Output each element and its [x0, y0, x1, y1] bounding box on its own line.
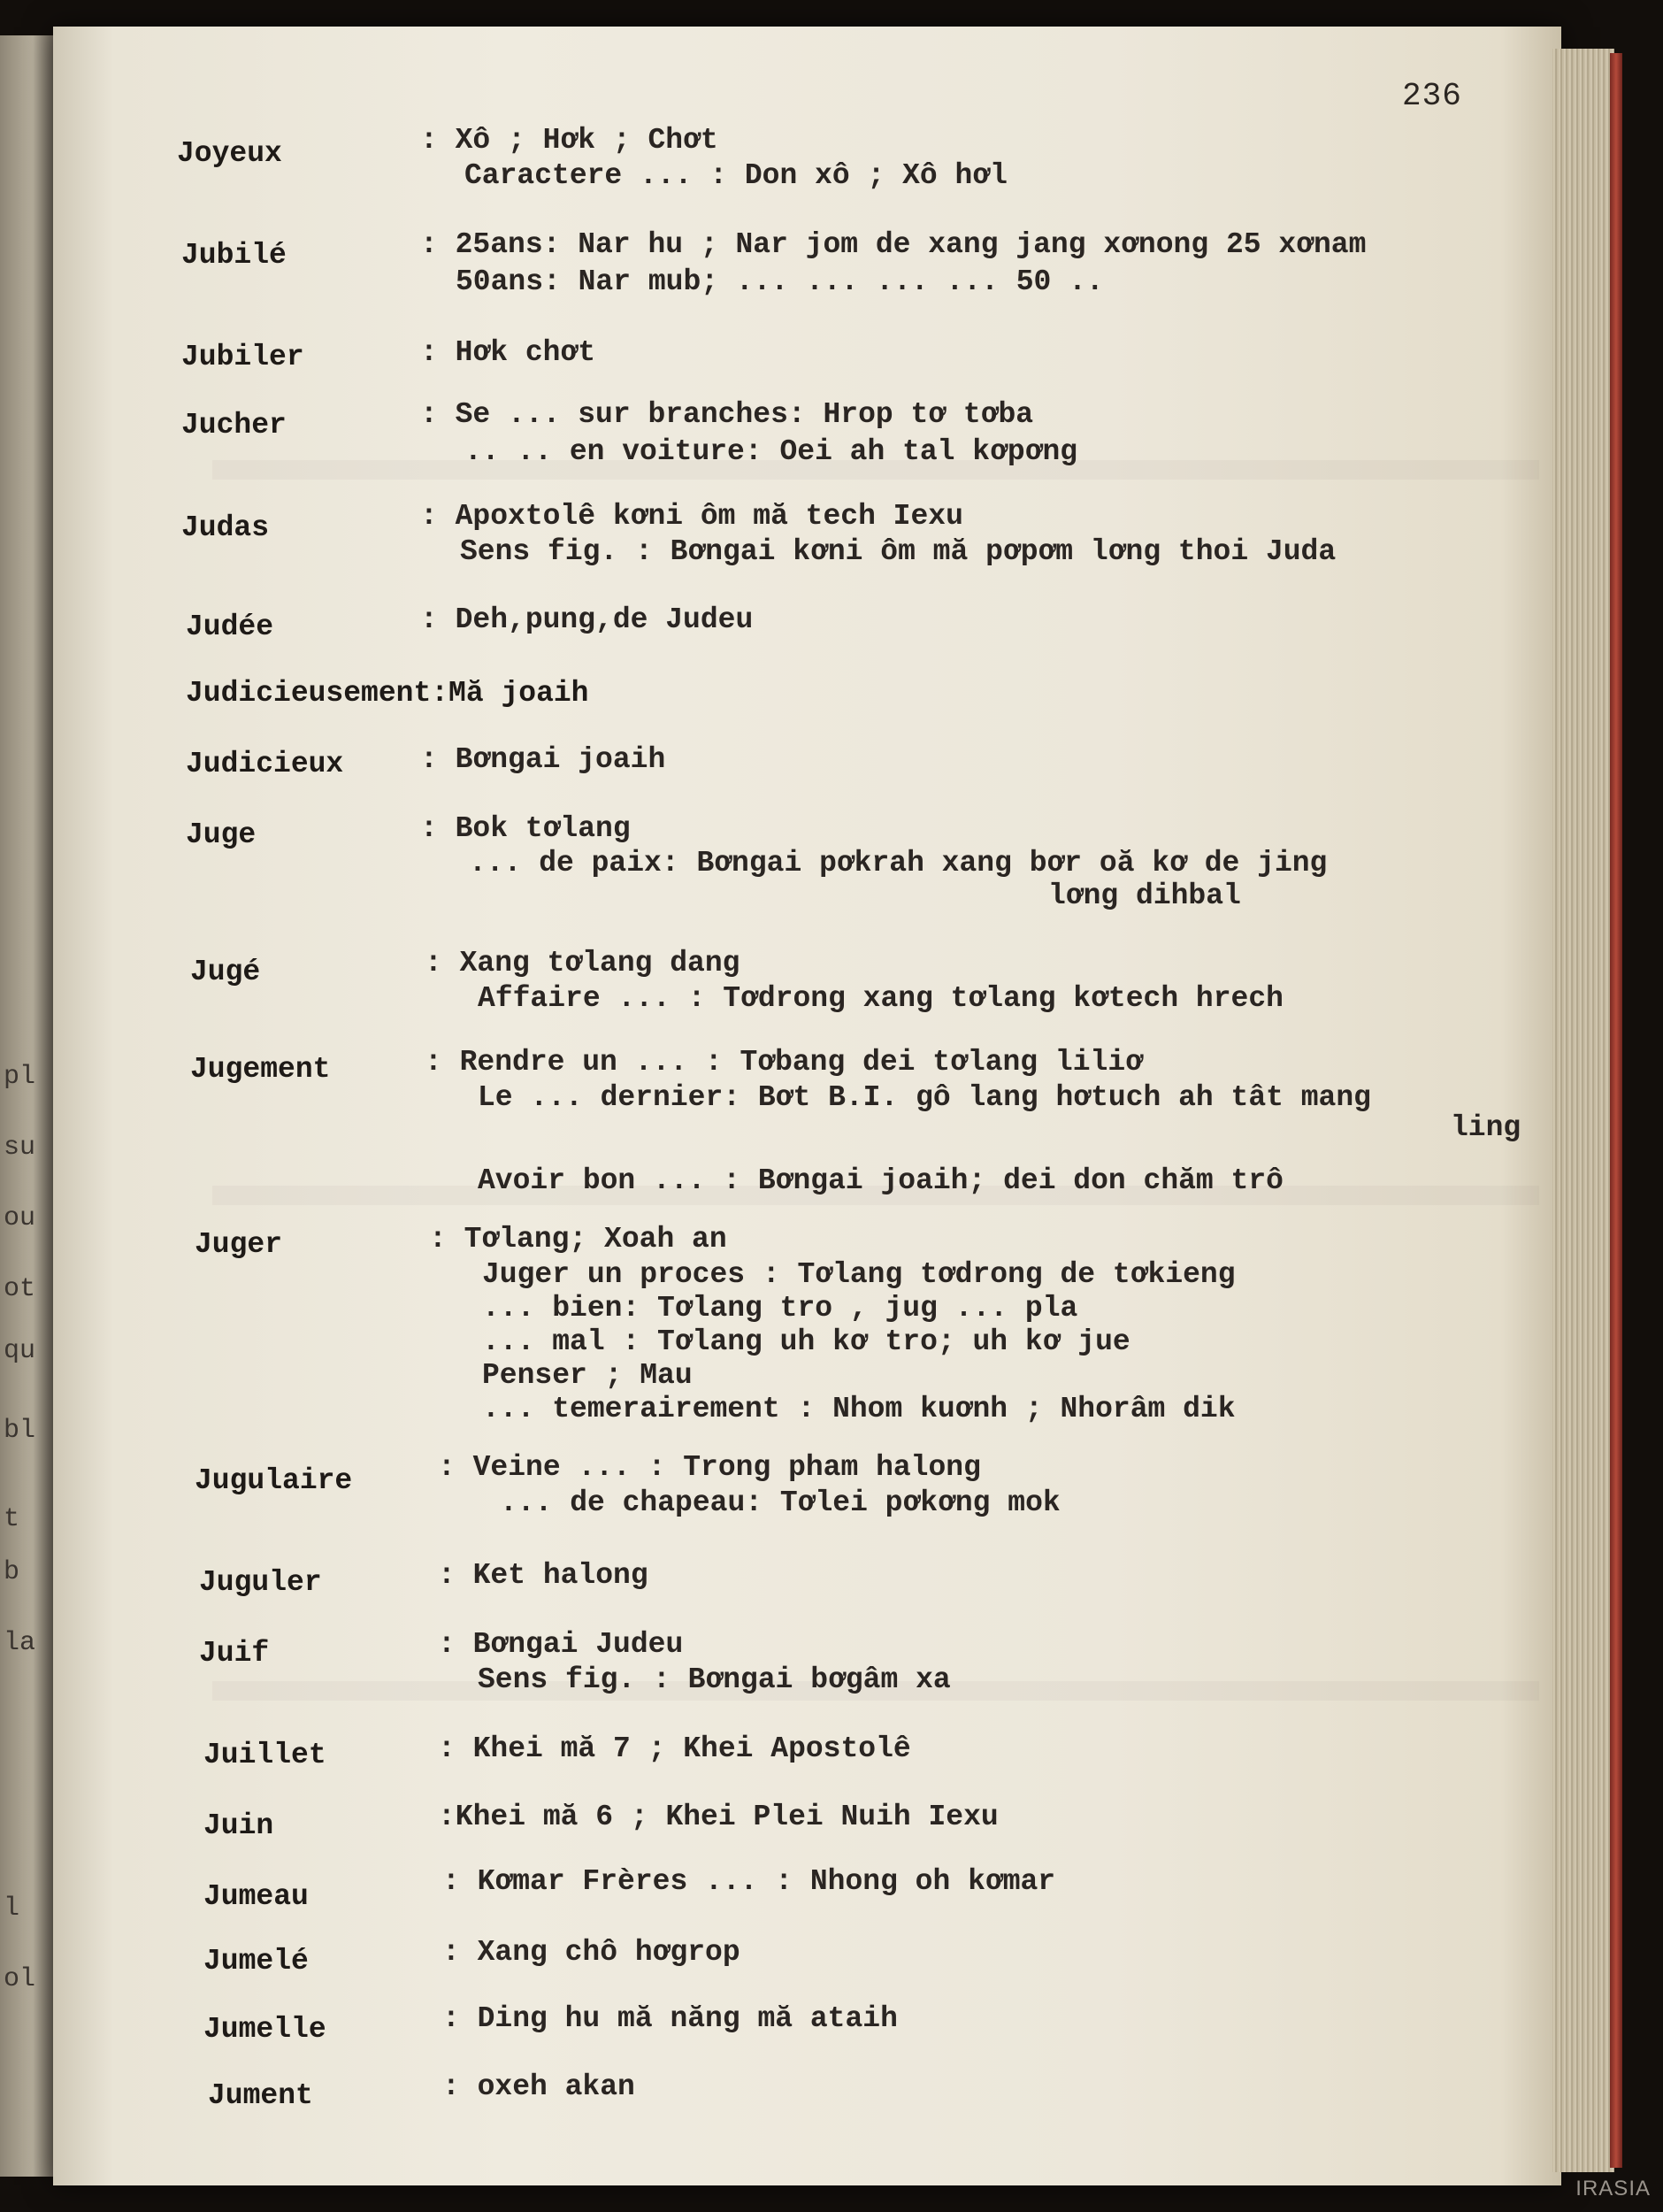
left-page-fragment: pl: [4, 1062, 36, 1092]
entry-term: Juge: [186, 818, 257, 851]
entry-line: Le ... dernier: Bơt B.I. gô lang hơtuch ah tât mang: [478, 1081, 1371, 1114]
entry-line: :Khei mă 6 ; Khei Plei Nuih Iexu: [438, 1801, 999, 1833]
left-page-fragment: ol: [4, 1964, 36, 1994]
entry-line: lơng dihbal: [1048, 879, 1241, 912]
left-page-fragment: ot: [4, 1274, 36, 1304]
entry-term: Judicieux: [186, 748, 344, 780]
entry-line: ... temerairement : Nhom kuơnh ; Nhorâm dik: [482, 1393, 1236, 1425]
entry-term: Jubilé: [181, 239, 287, 272]
page-stack-edge: [1552, 49, 1614, 2172]
entry-term: Juif: [199, 1637, 270, 1670]
left-page-fragment: t: [4, 1504, 20, 1534]
entry-line: Juger un proces : Tơlang tơdrong de tơkieng: [482, 1258, 1236, 1291]
entry-term: Jument: [208, 2079, 313, 2112]
entry-term: Jugulaire: [195, 1464, 353, 1497]
entry-line: : Hơk chơt: [420, 336, 596, 369]
entry-term: Judas: [181, 511, 270, 544]
entry-line: Caractere ... : Don xô ; Xô hơl: [464, 159, 1008, 192]
left-page-fragment: l: [4, 1893, 20, 1924]
entry-term: Jubiler: [181, 341, 304, 373]
entry-term: Jugé: [190, 956, 261, 988]
entry-term: Joyeux: [177, 137, 282, 170]
entry-term: Juillet: [203, 1739, 326, 1771]
entry-line: : Xô ; Hơk ; Chơt: [420, 124, 718, 157]
entry-line: ... de chapeau: Tơlei pơkơng mok: [500, 1486, 1061, 1519]
entry-line: Avoir bon ... : Bơngai joaih; dei don chăm trô: [478, 1164, 1284, 1197]
entry-line: ling: [1451, 1111, 1521, 1144]
entry-term: Juin: [203, 1809, 274, 1842]
entry-line: Affaire ... : Tơdrong xang tơlang kơtech hrech: [478, 982, 1284, 1015]
entry-term: Jumelle: [203, 2013, 326, 2046]
entry-line: : Rendre un ... : Tơbang dei tơlang liliơ: [425, 1046, 1143, 1079]
left-page-fragment: b: [4, 1557, 20, 1587]
entry-line: : Bơngai Judeu: [438, 1628, 684, 1661]
page-number: 236: [1402, 78, 1462, 114]
entry-line: : Ding hu mă năng mă ataih: [442, 2002, 898, 2035]
entry-term: Juguler: [199, 1566, 322, 1599]
entry-line: : Bơngai joaih: [420, 743, 666, 776]
entry-line: Sens fig. : Bơngai bơgâm xa: [478, 1663, 951, 1696]
entry-line: Sens fig. : Bơngai kơni ôm mă pơpơm lơng thoi Juda: [460, 535, 1337, 568]
watermark-irasia: IRASIA: [1575, 2177, 1651, 2200]
entry-line: : Apoxtolê kơni ôm mă tech Iexu: [420, 500, 963, 533]
left-page-fragment: qu: [4, 1336, 36, 1366]
entry-line: : Khei mă 7 ; Khei Apostolê: [438, 1732, 911, 1765]
entry-line: : oxeh akan: [442, 2070, 635, 2103]
entry-term: Jumeau: [203, 1880, 309, 1913]
entry-line: ... mal : Tơlang uh kơ tro; uh kơ jue: [482, 1325, 1130, 1358]
entry-line: .. .. en voiture: Oei ah tal kơpơng: [464, 435, 1078, 468]
entry-line: : Bok tơlang: [420, 812, 631, 845]
left-page-fragment: ou: [4, 1203, 36, 1233]
left-page-edge: [0, 35, 55, 2177]
entry-line: : Veine ... : Trong pham halong: [438, 1451, 981, 1484]
entry-line: 50ans: Nar mub; ... ... ... ... 50 ..: [456, 265, 1104, 298]
entry-term: Jugement: [190, 1053, 331, 1086]
entry-line: : Ket halong: [438, 1559, 648, 1592]
entry-line: Penser ; Mau: [482, 1359, 693, 1392]
entry-line: : Kơmar Frères ... : Nhong oh kơmar: [442, 1865, 1056, 1898]
entry-term: Judée: [186, 611, 274, 643]
left-page-fragment: bl: [4, 1416, 36, 1446]
entry-line: ... bien: Tơlang tro , jug ... pla: [482, 1292, 1078, 1325]
book-red-edge: [1610, 53, 1622, 2168]
entry-line: : Xang chô hơgrop: [442, 1936, 740, 1969]
entry-term: Juger: [195, 1228, 283, 1261]
entry-line: : 25ans: Nar hu ; Nar jom de xang jang xơnong 25 xơnam: [420, 228, 1367, 261]
entry-term: Judicieusement:Mă joaih: [186, 677, 589, 710]
entry-term: Jumelé: [203, 1945, 309, 1978]
entry-line: : Xang tơlang dang: [425, 947, 740, 979]
entry-line: : Se ... sur branches: Hrop tơ tơba: [420, 398, 1034, 431]
entry-line: : Tơlang; Xoah an: [429, 1223, 727, 1256]
left-page-fragment: la: [4, 1628, 36, 1658]
entry-term: Jucher: [181, 409, 287, 442]
entry-line: ... de paix: Bơngai pơkrah xang bơr oă kơ de jing: [469, 847, 1328, 879]
left-page-fragment: su: [4, 1133, 36, 1163]
entry-line: : Deh,pung,de Judeu: [420, 603, 754, 636]
